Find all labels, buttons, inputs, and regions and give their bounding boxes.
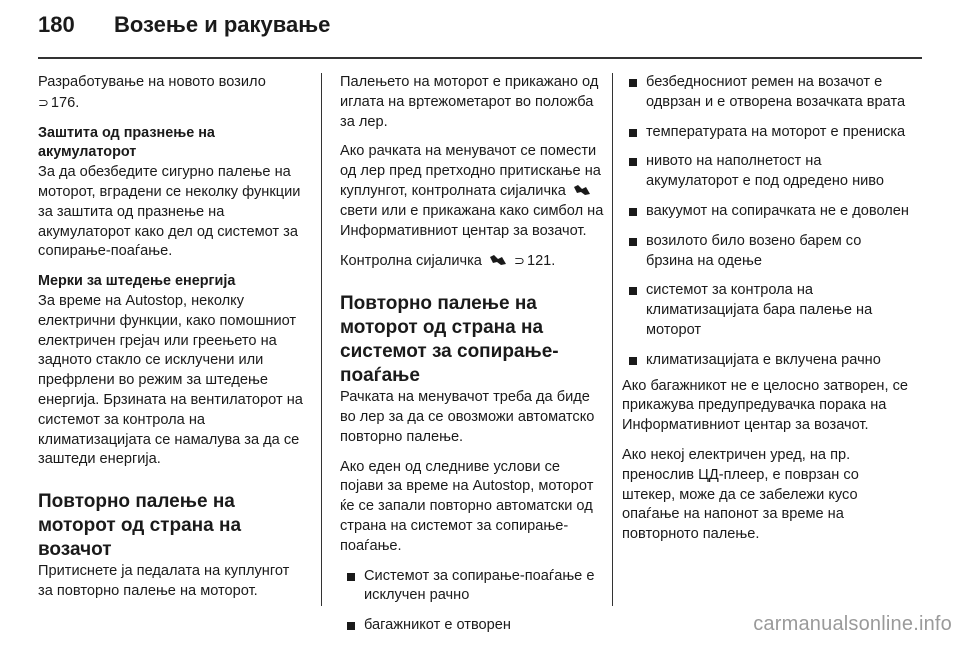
column-2 [340,73,606,646]
page-number: 180 [38,12,75,37]
list-item: багажникот е отворен [340,616,606,636]
page-reference[interactable]: 176. [50,94,80,111]
reference-arrow-icon: ⊃ [514,253,525,269]
paragraph [340,251,606,272]
page-reference[interactable]: 121. [526,253,556,270]
list-item: нивото на наполнетост на акумулаторот е под одредено ниво [622,152,912,192]
paragraph-text: Контролна сијаличка [340,253,482,270]
paragraph: Ако багажникот не е целосно затворен, се прикажува предупредувачка порака на Информативниот центар за возачот. [622,377,909,434]
paragraph: Палењето на моторот е прикажано од иглата на вртежометарот во положба за лер. [340,74,599,130]
paragraph: За да обезбедите сигурно палење на моторот, вградени се неколку функции за заштита од празнење на акумулаторот како дел од системот за сопирање-поаѓање. [38,164,301,260]
paragraph: Притиснете ја педалата на куплунгот за повторно палење на моторот. [38,563,290,599]
paragraph: Ако некој електричен уред, на пр. пренослив ЦД-плеер, е поврзан со штекер, може да се забележи кусо опаѓање на напонот за време на повторното палење. [622,446,859,543]
paragraph: За време на Autostop, неколку електрични функции, како помошниот електричен грејач или греењето на задното стакло се исклучени или префрлени во режим за штедење енергија. Брзината на вентилаторот на системот за контрола на климатизацијата се намалува за да се заштеди енергија. [38,292,303,468]
autostop-lamp-icon [573,184,591,196]
list-item: температурата на моторот е прениска [622,123,912,143]
list-item: Системот за сопирање-поаѓање е исклучен рачно [340,567,606,607]
subheading: Заштита од празнење на акумулаторот [38,124,215,161]
paragraph-text: Ако рачката на менувачот се помести од лер пред претходно притискање на куплунгот, контролната сијаличка [340,143,601,199]
watermark: carmanualsonline.info [753,613,952,635]
bullet-list [622,73,912,371]
header-rule [38,57,922,59]
running-title: Возење и ракување [114,12,331,37]
column-divider-2 [612,73,613,606]
column-1 [38,73,304,612]
paragraph [38,73,304,114]
paragraph: Ако еден од следниве услови се појави за време на Autostop, моторот ќе се запали повторно автоматски од страна на системот за сопирање-поаѓање. [340,458,594,554]
list-item: возилото било возено барем со брзина на одење [622,232,912,272]
list-item: климатизацијата е вклучена рачно [622,351,912,371]
paragraph: Рачката на менувачот треба да биде во лер за да се овозможи автоматско повторно палење. [340,389,595,445]
paragraph-text: свети или е прикажана како симбол на Информативниот центар за возачот. [340,202,604,239]
bullet-list [340,567,606,636]
column-divider-1 [321,73,322,606]
subheading: Мерки за штедење енергија [38,273,236,290]
section-heading: Повторно палење на моторот од страна на системот за сопирање-поаѓање [340,293,559,387]
column-3 [622,73,912,555]
page-header [38,12,330,52]
list-item: безбедносниот ремен на возачот е одврзан и е отворена возачката врата [622,73,912,113]
list-item: вакуумот на сопирачката не е доволен [622,202,912,222]
list-item: системот за контрола на климатизацијата бара палење на моторот [622,281,912,340]
paragraph [340,142,606,241]
reference-arrow-icon: ⊃ [38,94,49,110]
paragraph-text: Разработување на новото возило [38,74,266,90]
autostop-lamp-icon [489,254,507,266]
section-heading: Повторно палење на моторот од страна на возачот [38,491,242,561]
